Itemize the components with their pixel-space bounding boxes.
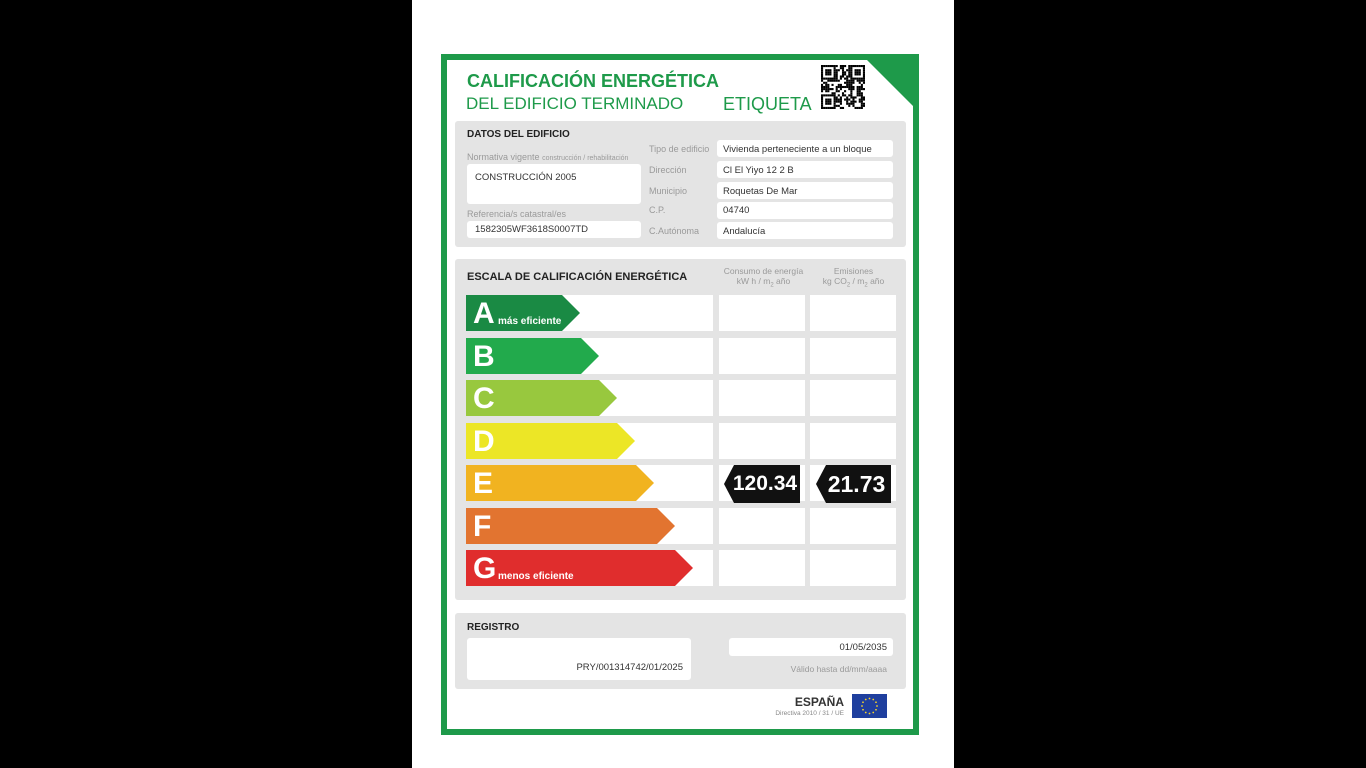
field-label-building-type: Tipo de edificio (649, 144, 710, 154)
scale-section-title: ESCALA DE CALIFICACIÓN ENERGÉTICA (467, 271, 688, 283)
consumption-unit-sub: 2 (770, 282, 774, 289)
grade-letter: D (473, 425, 495, 458)
emissions-rating-badge (816, 465, 891, 503)
field-label-postcode: C.P. (649, 205, 666, 215)
field-label-region: C.Autónoma (649, 226, 700, 236)
emissions-unit-year: año (867, 276, 885, 286)
registry-section-title: REGISTRO (467, 622, 520, 633)
field-value-municipality: Roquetas De Mar (723, 186, 798, 197)
grade-note: más eficiente (498, 316, 562, 327)
field-value-postcode: 04740 (723, 205, 750, 216)
consumption-header-line1: Consumo de energía (723, 266, 804, 276)
title-line-2: DEL EDIFICIO TERMINADO (466, 94, 684, 113)
consumption-header-line2 (716, 276, 811, 291)
grade-arrow-e (466, 465, 654, 501)
consumption-cell (719, 550, 805, 586)
directive-text: Directiva 2010 / 31 / UE (775, 710, 844, 717)
normativa-value: CONSTRUCCIÓN 2005 (475, 172, 577, 183)
emissions-unit-sub2: 2 (864, 282, 868, 289)
emissions-cell (810, 338, 896, 374)
consumption-cell (719, 380, 805, 416)
grade-note: menos eficiente (498, 571, 574, 582)
emissions-header-line2 (806, 276, 901, 291)
valid-date-label: Válido hasta dd/mm/aaaa (790, 664, 887, 674)
consumption-cell (719, 295, 805, 331)
emissions-unit: kg CO (822, 276, 847, 286)
emissions-rating-value: 21.73 (827, 471, 886, 497)
field-value-region: Andalucía (723, 226, 766, 237)
registry-number-field (467, 638, 691, 680)
grade-letter: E (473, 467, 494, 500)
corner-ribbon (867, 60, 913, 106)
consumption-cell (719, 338, 805, 374)
emissions-unit-sub1: 2 (846, 282, 851, 289)
registry-number: PRY/001314742/01/2025 (576, 662, 683, 673)
grade-letter: F (473, 510, 492, 543)
grade-arrow-g (466, 550, 693, 586)
grade-letter: C (473, 382, 495, 415)
emissions-cell (810, 423, 896, 459)
field-value-building-type: Vivienda perteneciente a un bloque (723, 144, 872, 155)
consumption-rating-value: 120.34 (732, 472, 798, 495)
emissions-unit-mid: / m (850, 276, 865, 286)
consumption-unit: kW h / m (736, 276, 771, 286)
eu-flag-icon (852, 694, 887, 718)
consumption-header (716, 266, 811, 291)
grade-letter: G (473, 552, 497, 585)
normativa-sublabel: construcción / rehabilitación (542, 155, 629, 162)
grade-arrow-shape (466, 508, 675, 544)
cadastral-value: 1582305WF3618S0007TD (475, 224, 589, 235)
country-name: ESPAÑA (794, 695, 844, 709)
field-label-address: Dirección (649, 165, 687, 175)
consumption-cell (719, 508, 805, 544)
consumption-cell (719, 423, 805, 459)
grade-letter: A (473, 297, 495, 330)
grade-arrow-a (466, 295, 580, 331)
grade-arrow-c (466, 380, 617, 416)
consumption-rating-badge (724, 465, 800, 503)
qr-code-icon (821, 65, 865, 109)
emissions-cell (810, 380, 896, 416)
label-word: ETIQUETA (723, 94, 812, 114)
valid-date: 01/05/2035 (839, 642, 887, 653)
cadastral-label: Referencia/s catastral/es (467, 209, 567, 219)
building-section-title: DATOS DEL EDIFICIO (467, 129, 570, 140)
emissions-header (806, 266, 901, 291)
normativa-field (467, 164, 641, 204)
grade-arrow-d (466, 423, 635, 459)
grade-arrow-shape (466, 465, 654, 501)
emissions-cell (810, 295, 896, 331)
emissions-header-line1: Emisiones (833, 266, 874, 276)
emissions-cell (810, 550, 896, 586)
field-value-address: Cl El Yiyo 12 2 B (723, 165, 794, 176)
consumption-unit-year: año (773, 276, 791, 286)
grade-arrow-b (466, 338, 599, 374)
title-line-1: CALIFICACIÓN ENERGÉTICA (467, 71, 719, 91)
normativa-label (467, 152, 628, 162)
grade-arrow-f (466, 508, 675, 544)
emissions-cell (810, 508, 896, 544)
field-label-municipality: Municipio (649, 186, 688, 196)
normativa-label-text: Normativa vigente (467, 152, 540, 162)
grade-letter: B (473, 340, 495, 373)
